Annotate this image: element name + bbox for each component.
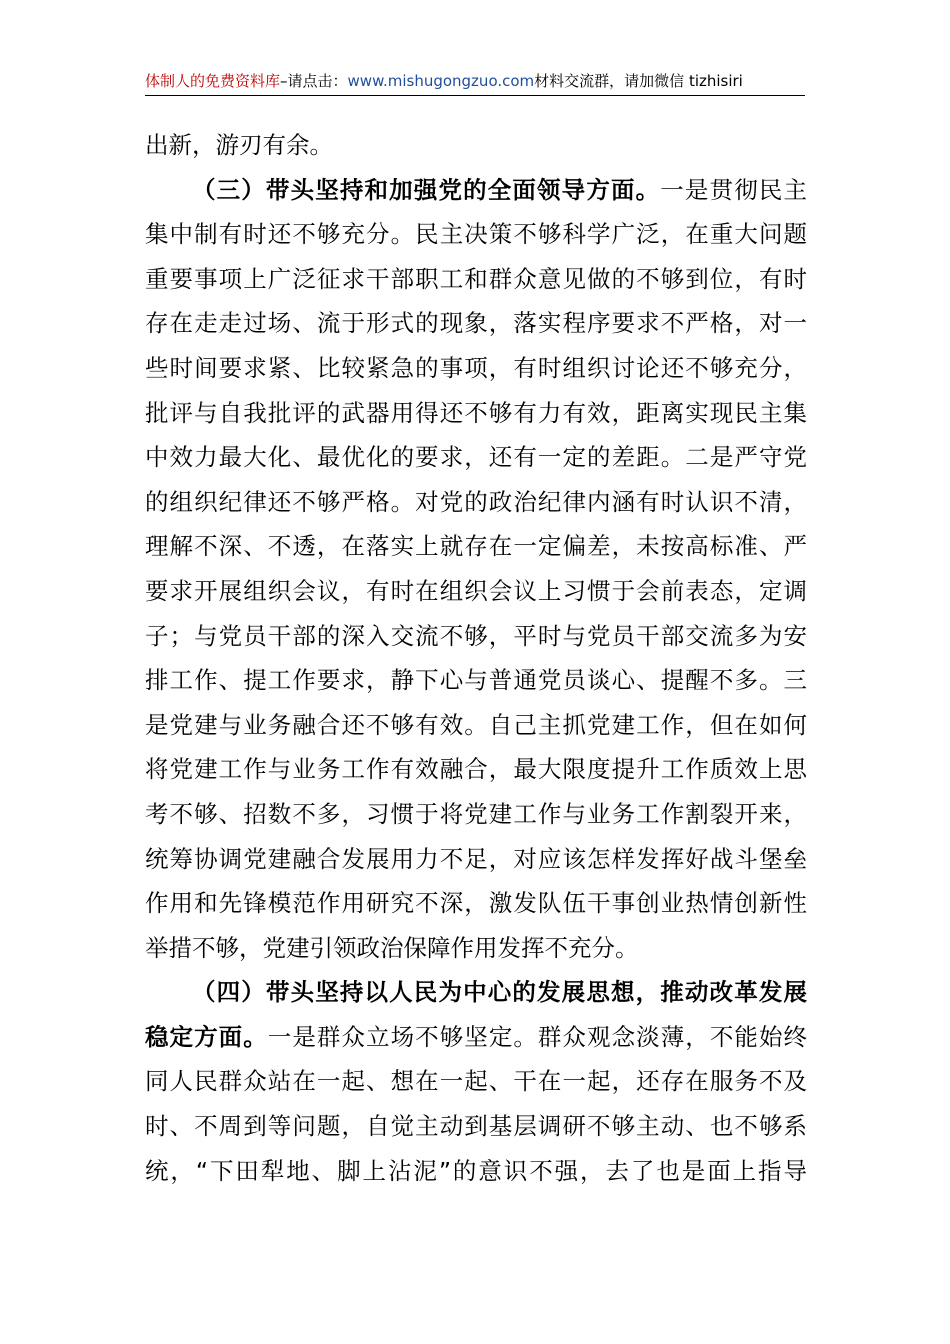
header-note: 材料交流群，请加微信 tizhisiri (534, 72, 743, 90)
text-line (145, 569, 807, 614)
line-text: 统筹协调党建融合发展用力不足，对应该怎样发挥好战斗堡垒 (145, 844, 807, 873)
header-url-link[interactable]: www.mishugongzuo.com (347, 72, 535, 90)
line-text: 统，“下田犁地、脚上沾泥”的意识不强，去了也是面上指导 (145, 1156, 807, 1185)
line-text: 重要事项上广泛征求干部职工和群众意见做的不够到位，有时 (145, 264, 807, 293)
page-header (145, 68, 805, 96)
section-heading: （三）带头坚持和加强党的全面领导方面。 (192, 175, 661, 204)
line-text: 一是群众立场不够坚定。群众观念淡薄，不能始终 (267, 1022, 807, 1051)
line-text: 一是贯彻民主 (660, 175, 807, 204)
text-line (145, 480, 807, 525)
text-line (145, 926, 807, 971)
line-text: 子；与党员干部的深入交流不够，平时与党员干部交流多为安 (145, 621, 807, 650)
header-prompt: –请点击： (280, 72, 348, 90)
text-line (145, 301, 807, 346)
text-line (145, 747, 807, 792)
text-line (145, 346, 807, 391)
header-site-name: 体制人的免费资料库 (145, 72, 281, 90)
line-text: 同人民群众站在一起、想在一起、干在一起，还存在服务不及 (145, 1067, 807, 1096)
section-heading: （四）带头坚持以人民为中心的发展思想，推动改革发展 (192, 978, 807, 1007)
text-line (145, 970, 807, 1015)
text-line (145, 1104, 807, 1149)
text-line (145, 123, 807, 168)
line-text: 中效力最大化、最优化的要求，还有一定的差距。二是严守党 (145, 443, 807, 472)
line-text: 的组织纪律还不够严格。对党的政治纪律内涵有时认识不清， (145, 487, 807, 516)
line-text: 排工作、提工作要求，静下心与普通党员谈心、提醒不多。三 (145, 666, 807, 695)
text-line (145, 792, 807, 837)
line-text: 出新，游刃有余。 (145, 131, 333, 159)
line-text: 理解不深、不透，在落实上就存在一定偏差，未按高标准、严 (145, 532, 807, 561)
text-line (145, 1149, 807, 1194)
line-text: 将党建工作与业务工作有效融合，最大限度提升工作质效上思 (145, 755, 807, 784)
text-line (145, 658, 807, 703)
line-text: 存在走走过场、流于形式的现象，落实程序要求不严格，对一 (145, 309, 807, 338)
line-text: 时、不周到等问题，自觉主动到基层调研不够主动、也不够系 (145, 1112, 807, 1141)
text-line (145, 212, 807, 257)
document-body (145, 123, 807, 1193)
text-line (145, 391, 807, 436)
text-line (145, 257, 807, 302)
line-text: 考不够、招数不多，习惯于将党建工作与业务工作割裂开来， (145, 799, 807, 828)
text-line (145, 703, 807, 748)
line-text: 批评与自我批评的武器用得还不够有力有效，距离实现民主集 (145, 398, 807, 427)
text-line (145, 524, 807, 569)
text-line (145, 1015, 807, 1060)
line-text: 是党建与业务融合还不够有效。自己主抓党建工作，但在如何 (145, 710, 807, 739)
line-text: 集中制有时还不够充分。民主决策不够科学广泛，在重大问题 (145, 220, 807, 249)
line-text: 举措不够，党建引领政治保障作用发挥不充分。 (145, 933, 639, 962)
line-text: 些时间要求紧、比较紧急的事项，有时组织讨论还不够充分， (145, 353, 807, 382)
text-line (145, 837, 807, 882)
text-line (145, 1059, 807, 1104)
text-line (145, 168, 807, 213)
line-text: 作用和先锋模范作用研究不深，激发队伍干事创业热情创新性 (145, 889, 807, 918)
line-text: 要求开展组织会议，有时在组织会议上习惯于会前表态，定调 (145, 576, 807, 605)
text-line (145, 881, 807, 926)
section-heading: 稳定方面。 (145, 1022, 268, 1051)
text-line (145, 435, 807, 480)
text-line (145, 614, 807, 659)
